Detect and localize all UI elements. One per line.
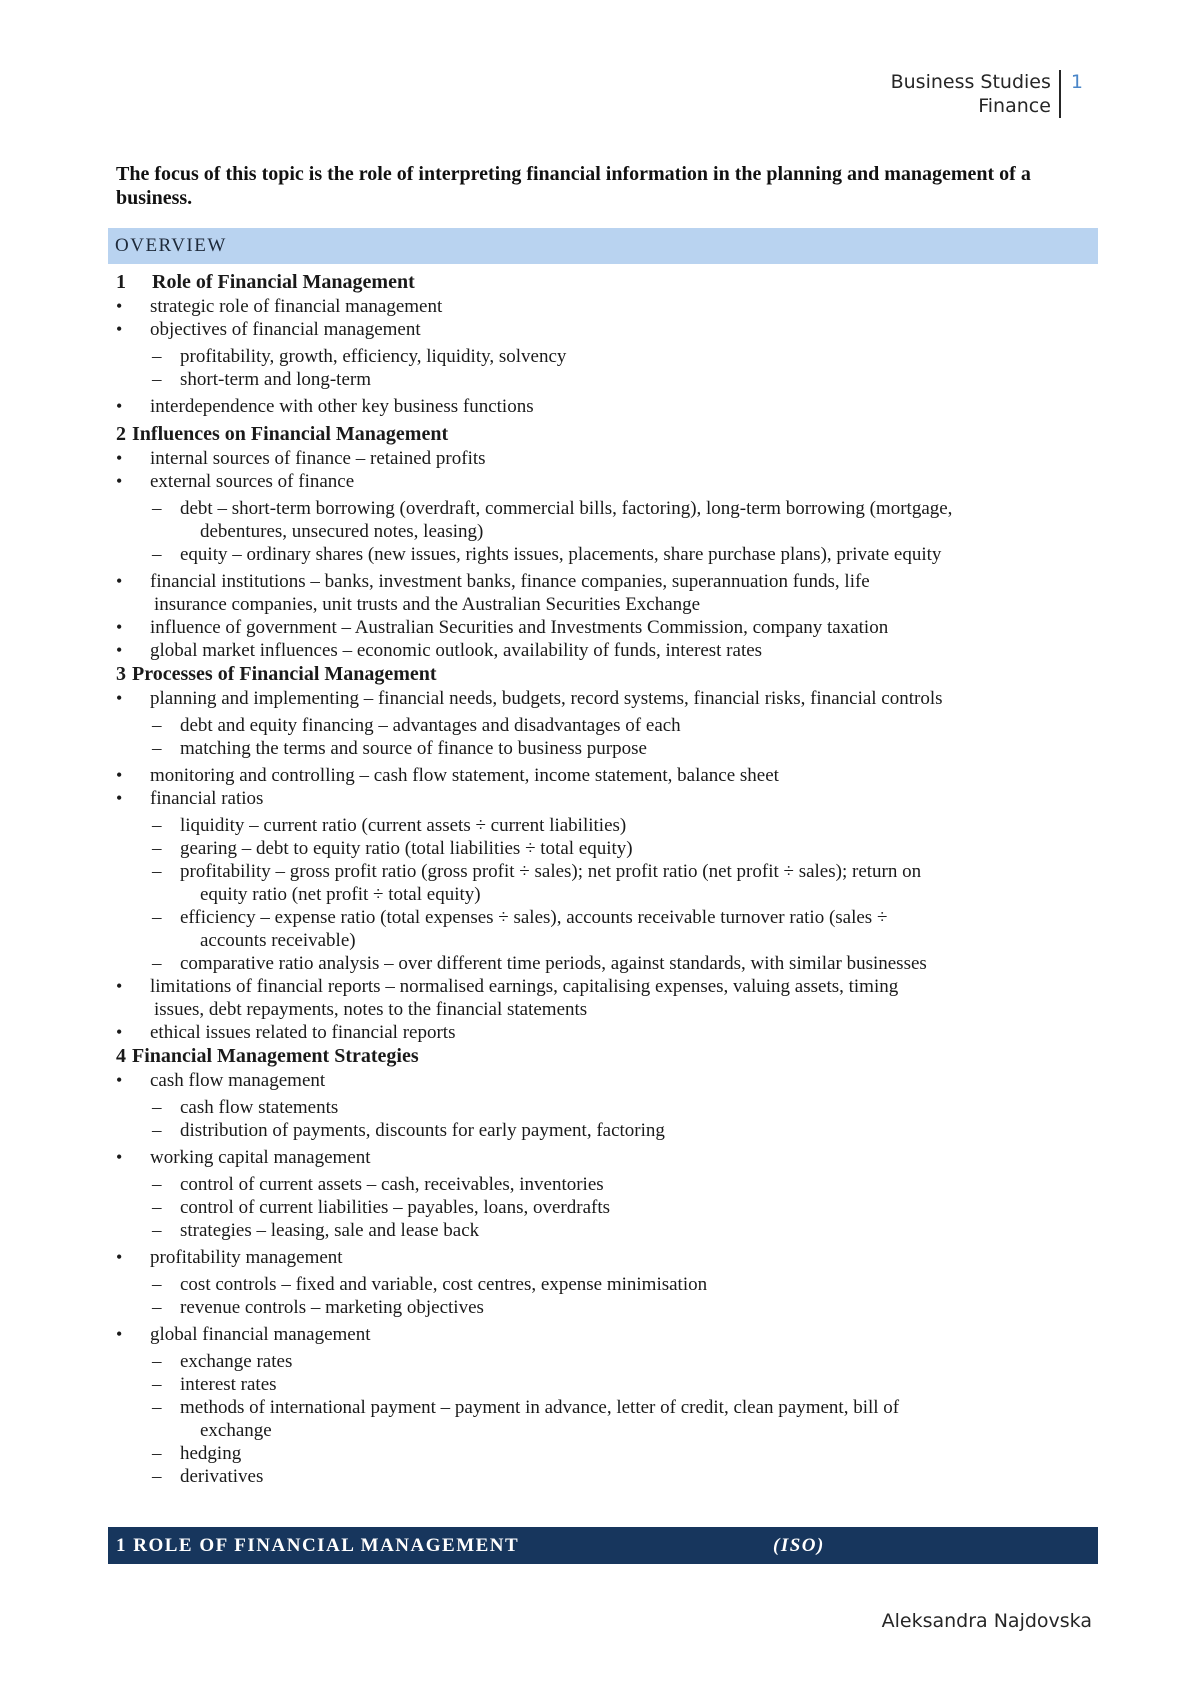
bullet-text: limitations of financial reports – normalised earnings, capitalising expenses, valuing assets, timing (150, 976, 899, 997)
bullet-icon: • (116, 296, 123, 316)
bullet-item (116, 470, 1096, 493)
bullet-text: strategic role of financial management (150, 296, 443, 317)
overview-band (108, 228, 1098, 264)
focus-statement: The focus of this topic is the role of interpreting financial information in the planning and management of a business. (116, 163, 1031, 209)
section-number: 3 (116, 663, 126, 685)
bullet-icon: • (116, 788, 123, 808)
section-number: 2 (116, 423, 126, 445)
bullet-text: ethical issues related to financial reports (150, 1022, 456, 1043)
role-section-tag: (ISO) (773, 1535, 825, 1556)
sub-text: gearing – debt to equity ratio (total liabilities ÷ total equity) (180, 838, 633, 859)
sub-item (116, 345, 1096, 368)
bullet-icon: • (116, 688, 123, 708)
dash-icon: – (152, 1351, 162, 1372)
header-text (891, 70, 1061, 118)
sub-text: cash flow statements (180, 1097, 339, 1118)
sub-text-continuation: accounts receivable) (200, 930, 356, 951)
sub-item (116, 368, 1096, 391)
section-heading (116, 422, 1096, 447)
bullet-item (116, 295, 1096, 318)
dash-icon: – (152, 838, 162, 859)
bullet-icon: • (116, 1147, 123, 1167)
dash-icon: – (152, 1397, 162, 1418)
dash-icon: – (152, 861, 162, 882)
sub-item (116, 1396, 1096, 1442)
bullet-text: global financial management (150, 1324, 371, 1345)
bullet-text: cash flow management (150, 1070, 326, 1091)
sub-text: comparative ratio analysis – over different time periods, against standards, with similar businesses (180, 953, 927, 974)
role-section-title: 1 ROLE OF FINANCIAL MANAGEMENT (116, 1535, 520, 1556)
sub-item (116, 860, 1096, 906)
bullet-icon: • (116, 396, 123, 416)
page-number: 1 (1070, 71, 1083, 93)
sub-item (116, 906, 1096, 952)
header-topic: Finance (978, 95, 1051, 117)
sub-text: efficiency – expense ratio (total expenses ÷ sales), accounts receivable turnover ratio (sales ÷ (180, 907, 888, 928)
dash-icon: – (152, 1274, 162, 1295)
bullet-text: internal sources of finance – retained profits (150, 448, 486, 469)
dash-icon: – (152, 1443, 162, 1464)
bullet-icon: • (116, 1022, 123, 1042)
bullet-text: objectives of financial management (150, 319, 421, 340)
section-heading (116, 662, 1096, 687)
section-number: 4 (116, 1045, 126, 1067)
bullet-item (116, 1146, 1096, 1169)
bullet-item (116, 1021, 1096, 1044)
section-title: Influences on Financial Management (132, 423, 449, 445)
sub-text: short-term and long-term (180, 369, 372, 390)
sub-text: methods of international payment – payment in advance, letter of credit, clean payment, bill of (180, 1397, 900, 1418)
section-heading (116, 270, 1096, 295)
sub-text: interest rates (180, 1374, 277, 1395)
bullet-icon: • (116, 471, 123, 491)
dash-icon: – (152, 907, 162, 928)
sub-text: hedging (180, 1443, 242, 1464)
sub-text: debt and equity financing – advantages and disadvantages of each (180, 715, 681, 736)
bullet-item (116, 639, 1096, 662)
bullet-item (116, 447, 1096, 470)
sub-item (116, 1296, 1096, 1319)
sub-text: revenue controls – marketing objectives (180, 1297, 484, 1318)
bullet-item (116, 764, 1096, 787)
sub-text: liquidity – current ratio (current assets ÷ current liabilities) (180, 815, 627, 836)
sub-item (116, 814, 1096, 837)
sub-item (116, 1173, 1096, 1196)
dash-icon: – (152, 953, 162, 974)
bullet-icon: • (116, 765, 123, 785)
dash-icon: – (152, 715, 162, 736)
sub-item (116, 497, 1096, 543)
overview-title: OVERVIEW (115, 235, 227, 256)
sub-item (116, 714, 1096, 737)
sub-text: debt – short-term borrowing (overdraft, commercial bills, factoring), long-term borrowing (mortgage, (180, 498, 953, 519)
bullet-icon: • (116, 448, 123, 468)
sub-item (116, 1219, 1096, 1242)
sub-text: derivatives (180, 1466, 264, 1487)
bullet-icon: • (116, 319, 123, 339)
sub-text: control of current liabilities – payables, loans, overdrafts (180, 1197, 611, 1218)
sub-item (116, 952, 1096, 975)
bullet-item (116, 687, 1096, 710)
dash-icon: – (152, 346, 162, 367)
sub-item (116, 1442, 1096, 1465)
bullet-item (116, 570, 1096, 616)
bullet-text: interdependence with other key business functions (150, 396, 534, 417)
bullet-item (116, 1246, 1096, 1269)
sub-text-continuation: debentures, unsecured notes, leasing) (200, 521, 484, 542)
bullet-text: working capital management (150, 1147, 371, 1168)
dash-icon: – (152, 738, 162, 759)
sub-text: distribution of payments, discounts for early payment, factoring (180, 1120, 665, 1141)
bullet-text: financial institutions – banks, investment banks, finance companies, superannuation funds, life (150, 571, 870, 592)
bullet-text: planning and implementing – financial needs, budgets, record systems, financial risks, financial controls (150, 688, 943, 709)
bullet-item (116, 395, 1096, 418)
bullet-text: influence of government – Australian Securities and Investments Commission, company taxation (150, 617, 889, 638)
sub-text: profitability – gross profit ratio (gross profit ÷ sales); net profit ratio (net profit ÷ sales); return on (180, 861, 922, 882)
sub-text: profitability, growth, efficiency, liquidity, solvency (180, 346, 567, 367)
sub-item (116, 1373, 1096, 1396)
bullet-text: global market influences – economic outlook, availability of funds, interest rates (150, 640, 763, 661)
sub-item (116, 1273, 1096, 1296)
bullet-text: profitability management (150, 1247, 343, 1268)
header-subject: Business Studies (890, 71, 1051, 93)
role-section-band (108, 1527, 1098, 1564)
sub-item (116, 1350, 1096, 1373)
bullet-item (116, 616, 1096, 639)
section-title: Processes of Financial Management (132, 663, 437, 685)
bullet-text: monitoring and controlling – cash flow statement, income statement, balance sheet (150, 765, 779, 786)
sub-text: exchange rates (180, 1351, 293, 1372)
sub-text: equity – ordinary shares (new issues, rights issues, placements, share purchase plans), private equity (180, 544, 942, 565)
dash-icon: – (152, 498, 162, 519)
sub-item (116, 837, 1096, 860)
overview-content (116, 270, 1096, 1488)
bullet-item (116, 318, 1096, 341)
sub-item (116, 1465, 1096, 1488)
bullet-text-continuation: insurance companies, unit trusts and the Australian Securities Exchange (154, 594, 701, 615)
bullet-text: external sources of finance (150, 471, 355, 492)
sub-item (116, 1196, 1096, 1219)
bullet-icon: • (116, 976, 123, 996)
bullet-icon: • (116, 640, 123, 660)
bullet-icon: • (116, 1324, 123, 1344)
dash-icon: – (152, 1220, 162, 1241)
sub-item (116, 1119, 1096, 1142)
bullet-text: financial ratios (150, 788, 264, 809)
footer-author: Aleksandra Najdovska (881, 1610, 1092, 1632)
sub-text: matching the terms and source of finance to business purpose (180, 738, 647, 759)
dash-icon: – (152, 1097, 162, 1118)
bullet-icon: • (116, 617, 123, 637)
dash-icon: – (152, 1197, 162, 1218)
bullet-icon: • (116, 1247, 123, 1267)
section-title: Role of Financial Management (152, 271, 415, 293)
bullet-text-continuation: issues, debt repayments, notes to the financial statements (154, 999, 588, 1020)
sub-item (116, 737, 1096, 760)
section-heading (116, 1044, 1096, 1069)
sub-text-continuation: equity ratio (net profit ÷ total equity) (200, 884, 481, 905)
dash-icon: – (152, 1120, 162, 1141)
sub-text: cost controls – fixed and variable, cost centres, expense minimisation (180, 1274, 708, 1295)
bullet-item (116, 1069, 1096, 1092)
dash-icon: – (152, 369, 162, 390)
page-header (891, 70, 1083, 118)
bullet-icon: • (116, 571, 123, 591)
sub-text-continuation: exchange (200, 1420, 272, 1441)
bullet-icon: • (116, 1070, 123, 1090)
sub-item (116, 543, 1096, 566)
dash-icon: – (152, 1466, 162, 1487)
dash-icon: – (152, 544, 162, 565)
section-title: Financial Management Strategies (132, 1045, 419, 1067)
dash-icon: – (152, 1374, 162, 1395)
bullet-item (116, 975, 1096, 1021)
bullet-item (116, 1323, 1096, 1346)
sub-text: strategies – leasing, sale and lease back (180, 1220, 480, 1241)
dash-icon: – (152, 1297, 162, 1318)
sub-text: control of current assets – cash, receivables, inventories (180, 1174, 604, 1195)
section-number: 1 (116, 271, 126, 293)
bullet-item (116, 787, 1096, 810)
dash-icon: – (152, 1174, 162, 1195)
sub-item (116, 1096, 1096, 1119)
dash-icon: – (152, 815, 162, 836)
